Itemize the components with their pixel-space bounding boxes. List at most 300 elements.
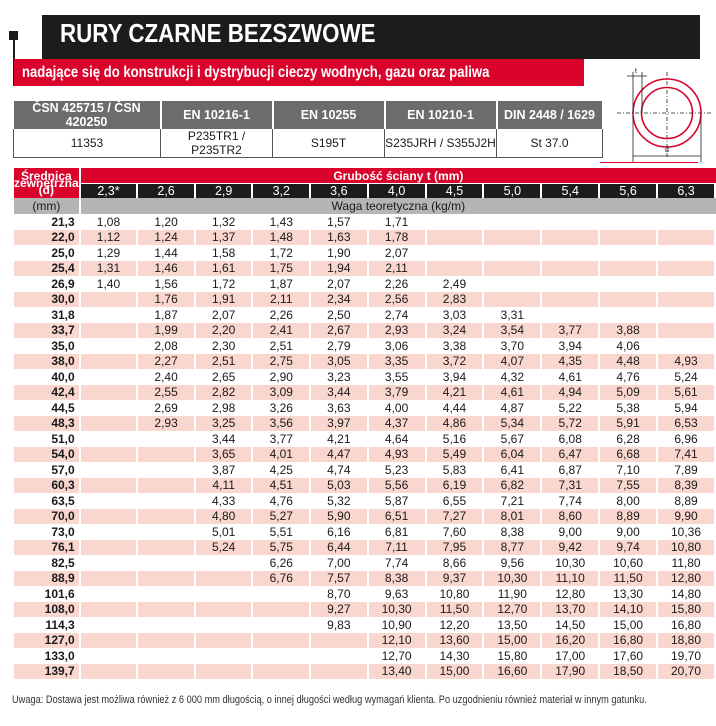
weight-cell <box>81 602 139 618</box>
weight-cell <box>542 245 600 261</box>
weight-cell: 7,74 <box>542 493 600 509</box>
weight-cell: 6,76 <box>253 571 311 587</box>
weight-cell <box>81 509 139 525</box>
weight-cell <box>311 648 369 664</box>
weight-cell <box>658 338 716 354</box>
weight-cell <box>658 245 716 261</box>
weight-cell: 3,94 <box>542 338 600 354</box>
weight-cell: 5,61 <box>658 385 716 401</box>
weight-cell: 14,50 <box>542 617 600 633</box>
weight-cell: 1,90 <box>311 245 369 261</box>
weight-cell: 5,34 <box>484 416 542 432</box>
weight-cell: 7,00 <box>311 555 369 571</box>
weight-cell: 12,70 <box>369 648 427 664</box>
weight-cell <box>196 555 254 571</box>
outer-diameter-cell: 44,5 <box>14 400 81 416</box>
weight-cell <box>138 586 196 602</box>
weight-cell <box>138 602 196 618</box>
weight-cell <box>138 617 196 633</box>
weight-cell: 12,80 <box>542 586 600 602</box>
outer-diameter-cell: 70,0 <box>14 509 81 525</box>
weight-cell <box>600 307 658 323</box>
weight-cell: 4,01 <box>253 447 311 463</box>
weight-cell: 2,40 <box>138 369 196 385</box>
weight-cell: 3,38 <box>427 338 485 354</box>
weight-cell: 17,60 <box>600 648 658 664</box>
table-row <box>14 648 716 664</box>
weight-cell: 1,78 <box>369 230 427 246</box>
weight-cell: 5,91 <box>600 416 658 432</box>
weight-cell: 20,70 <box>658 664 716 680</box>
weight-cell: 16,20 <box>542 633 600 649</box>
weight-cell <box>542 214 600 230</box>
weight-cell <box>81 524 139 540</box>
weight-cell: 16,80 <box>658 617 716 633</box>
standard-value: S195T <box>273 129 385 158</box>
outer-diameter-cell: 21,3 <box>14 214 81 230</box>
weight-cell <box>253 664 311 680</box>
weight-cell: 1,29 <box>81 245 139 261</box>
weight-cell <box>81 369 139 385</box>
weight-cell <box>138 571 196 587</box>
weight-cell: 15,80 <box>484 648 542 664</box>
weight-cell: 2,74 <box>369 307 427 323</box>
weight-cell: 1,57 <box>311 214 369 230</box>
weight-cell: 9,37 <box>427 571 485 587</box>
standards-header-row <box>14 101 603 129</box>
table-row <box>14 400 716 416</box>
weight-cell: 2,20 <box>196 323 254 339</box>
weight-cell: 3,63 <box>311 400 369 416</box>
weight-cell: 4,51 <box>253 478 311 494</box>
weight-cell: 6,55 <box>427 493 485 509</box>
weight-cell <box>81 664 139 680</box>
weight-cell: 8,70 <box>311 586 369 602</box>
weight-cell <box>81 385 139 401</box>
weight-cell: 9,27 <box>311 602 369 618</box>
weight-cell <box>81 307 139 323</box>
weight-cell: 1,32 <box>196 214 254 230</box>
weight-cell: 2,98 <box>196 400 254 416</box>
weight-cell: 2,50 <box>311 307 369 323</box>
weight-cell <box>81 633 139 649</box>
pipe-weight-table <box>14 168 716 679</box>
weight-cell: 9,90 <box>658 509 716 525</box>
weight-cell: 4,93 <box>658 354 716 370</box>
weight-cell: 14,30 <box>427 648 485 664</box>
weight-cell: 13,40 <box>369 664 427 680</box>
weight-cell: 7,89 <box>658 462 716 478</box>
weight-cell: 2,55 <box>138 385 196 401</box>
weight-cell: 4,74 <box>311 462 369 478</box>
weight-cell: 6,41 <box>484 462 542 478</box>
weight-cell: 5,83 <box>427 462 485 478</box>
table-row <box>14 292 716 308</box>
diagram-label-t: t <box>635 68 637 75</box>
weight-cell <box>196 586 254 602</box>
weight-cell: 8,38 <box>369 571 427 587</box>
outer-diameter-cell: 30,0 <box>14 292 81 308</box>
weight-cell: 5,72 <box>542 416 600 432</box>
weight-cell: 5,09 <box>600 385 658 401</box>
weight-cell <box>658 323 716 339</box>
weight-cell: 1,61 <box>196 261 254 277</box>
weight-cell: 6,28 <box>600 431 658 447</box>
weight-cell: 3,24 <box>427 323 485 339</box>
weight-cell: 13,30 <box>600 586 658 602</box>
weight-cell <box>484 276 542 292</box>
weight-cell: 6,53 <box>658 416 716 432</box>
weight-cell: 4,35 <box>542 354 600 370</box>
table-row <box>14 524 716 540</box>
weight-cell: 1,87 <box>253 276 311 292</box>
weight-cell: 5,75 <box>253 540 311 556</box>
outer-diameter-cell: 76,1 <box>14 540 81 556</box>
thickness-header: 4,0 <box>369 183 427 198</box>
weight-cell <box>600 261 658 277</box>
weight-cell: 3,26 <box>253 400 311 416</box>
outer-diameter-cell: 51,0 <box>14 431 81 447</box>
weight-cell: 4,11 <box>196 478 254 494</box>
outer-diameter-cell: 57,0 <box>14 462 81 478</box>
table-row <box>14 276 716 292</box>
weight-cell <box>600 230 658 246</box>
thickness-header: 2,3* <box>81 183 139 198</box>
weight-cell: 9,00 <box>600 524 658 540</box>
weight-cell: 2,34 <box>311 292 369 308</box>
weight-cell: 3,94 <box>427 369 485 385</box>
outer-diameter-cell: 31,8 <box>14 307 81 323</box>
group-header-row <box>14 168 716 183</box>
weight-cell: 14,80 <box>658 586 716 602</box>
weight-cell: 4,21 <box>427 385 485 401</box>
weight-cell: 4,07 <box>484 354 542 370</box>
weight-cell <box>81 462 139 478</box>
weight-cell: 1,46 <box>138 261 196 277</box>
heading-marker-square <box>9 31 18 40</box>
weight-cell: 7,55 <box>600 478 658 494</box>
weight-cell: 2,49 <box>427 276 485 292</box>
weight-cell: 3,77 <box>253 431 311 447</box>
weight-cell: 1,48 <box>253 230 311 246</box>
standard-value: St 37.0 <box>497 129 603 158</box>
weight-cell: 3,79 <box>369 385 427 401</box>
weight-cell: 14,10 <box>600 602 658 618</box>
weight-cell: 7,11 <box>369 540 427 556</box>
table-row <box>14 540 716 556</box>
weight-cell: 2,30 <box>196 338 254 354</box>
weight-cell: 5,87 <box>369 493 427 509</box>
weight-cell: 4,06 <box>600 338 658 354</box>
weight-cell: 11,50 <box>427 602 485 618</box>
weight-cell: 5,01 <box>196 524 254 540</box>
weight-cell: 6,19 <box>427 478 485 494</box>
weight-cell: 17,00 <box>542 648 600 664</box>
unit-row <box>14 198 716 214</box>
weight-cell: 18,50 <box>600 664 658 680</box>
weight-cell: 17,90 <box>542 664 600 680</box>
standard-header: EN 10255 <box>273 101 385 129</box>
weight-cell <box>81 478 139 494</box>
table-row <box>14 323 716 339</box>
weight-cell: 5,24 <box>196 540 254 556</box>
weight-cell <box>542 307 600 323</box>
weight-cell: 1,43 <box>253 214 311 230</box>
weight-cell: 2,07 <box>311 276 369 292</box>
standard-value: S235JRH / S355J2H <box>385 129 497 158</box>
weight-cell <box>138 555 196 571</box>
table-row <box>14 633 716 649</box>
weight-cell: 3,05 <box>311 354 369 370</box>
weight-cell: 2,41 <box>253 323 311 339</box>
weight-cell: 8,39 <box>658 478 716 494</box>
weight-cell: 2,93 <box>369 323 427 339</box>
standard-header: ČSN 425715 / ČSN 420250 <box>14 101 161 129</box>
weight-cell: 3,23 <box>311 369 369 385</box>
standards-table <box>13 101 604 158</box>
weight-cell: 7,57 <box>311 571 369 587</box>
weight-cell: 3,31 <box>484 307 542 323</box>
weight-cell: 4,61 <box>542 369 600 385</box>
weight-cell <box>658 230 716 246</box>
thickness-header: 4,5 <box>427 183 485 198</box>
weight-cell <box>81 431 139 447</box>
weight-cell: 15,00 <box>484 633 542 649</box>
weight-cell: 4,33 <box>196 493 254 509</box>
weight-cell: 13,50 <box>484 617 542 633</box>
weight-cell <box>658 214 716 230</box>
weight-cell: 8,89 <box>658 493 716 509</box>
weight-cell <box>600 214 658 230</box>
thickness-header: 5,6 <box>600 183 658 198</box>
weight-cell: 5,49 <box>427 447 485 463</box>
weight-cell: 6,44 <box>311 540 369 556</box>
outer-diameter-cell: 82,5 <box>14 555 81 571</box>
table-row <box>14 509 716 525</box>
weight-cell: 8,01 <box>484 509 542 525</box>
weight-cell <box>81 400 139 416</box>
weight-cell: 11,80 <box>658 555 716 571</box>
weight-cell <box>542 230 600 246</box>
weight-cell <box>138 478 196 494</box>
weight-cell: 5,32 <box>311 493 369 509</box>
weight-cell <box>484 261 542 277</box>
weight-cell: 1,58 <box>196 245 254 261</box>
weight-cell: 1,72 <box>253 245 311 261</box>
weight-cell <box>427 261 485 277</box>
weight-cell <box>138 509 196 525</box>
thickness-header: 3,6 <box>311 183 369 198</box>
weight-cell <box>600 292 658 308</box>
weight-cell: 5,22 <box>542 400 600 416</box>
outer-diameter-cell: 139,7 <box>14 664 81 680</box>
weight-cell: 8,66 <box>427 555 485 571</box>
weight-cell <box>138 524 196 540</box>
weight-cell: 13,70 <box>542 602 600 618</box>
weight-cell: 5,56 <box>369 478 427 494</box>
weight-cell: 10,30 <box>369 602 427 618</box>
weight-cell <box>81 416 139 432</box>
table-row <box>14 555 716 571</box>
table-row <box>14 261 716 277</box>
weight-cell: 9,56 <box>484 555 542 571</box>
weight-cell: 4,86 <box>427 416 485 432</box>
weight-cell: 9,00 <box>542 524 600 540</box>
weight-cell: 3,44 <box>196 431 254 447</box>
weight-cell: 16,60 <box>484 664 542 680</box>
weight-cell: 16,80 <box>600 633 658 649</box>
weight-cell: 10,60 <box>600 555 658 571</box>
weight-cell: 8,38 <box>484 524 542 540</box>
weight-cell <box>196 602 254 618</box>
thickness-header: 2,6 <box>138 183 196 198</box>
outer-diameter-cell: 133,0 <box>14 648 81 664</box>
weight-cell: 7,27 <box>427 509 485 525</box>
weight-cell: 4,64 <box>369 431 427 447</box>
weight-cell: 4,32 <box>484 369 542 385</box>
weight-cell: 2,11 <box>253 292 311 308</box>
weight-cell: 2,26 <box>369 276 427 292</box>
thickness-header-row <box>14 183 716 198</box>
weight-cell <box>138 664 196 680</box>
weight-cell: 7,21 <box>484 493 542 509</box>
weight-cell: 2,82 <box>196 385 254 401</box>
outer-diameter-cell: 54,0 <box>14 447 81 463</box>
outer-diameter-cell: 22,0 <box>14 230 81 246</box>
outer-diameter-cell: 101,6 <box>14 586 81 602</box>
weight-cell: 8,00 <box>600 493 658 509</box>
weight-cell: 5,27 <box>253 509 311 525</box>
weight-cell: 3,88 <box>600 323 658 339</box>
weight-cell: 1,40 <box>81 276 139 292</box>
weight-cell <box>542 292 600 308</box>
weight-cell <box>196 648 254 664</box>
weight-cell: 10,30 <box>542 555 600 571</box>
weight-cell: 2,08 <box>138 338 196 354</box>
pipe-cross-section-diagram <box>617 68 711 162</box>
weight-cell <box>311 664 369 680</box>
table-row <box>14 354 716 370</box>
outer-diameter-cell: 88,9 <box>14 571 81 587</box>
weight-cell: 12,20 <box>427 617 485 633</box>
weight-cell: 8,77 <box>484 540 542 556</box>
diameter-unit: (mm) <box>14 198 81 214</box>
weight-cell: 2,83 <box>427 292 485 308</box>
table-row <box>14 214 716 230</box>
weight-cell: 3,25 <box>196 416 254 432</box>
weight-cell: 4,47 <box>311 447 369 463</box>
weight-cell: 5,03 <box>311 478 369 494</box>
outer-diameter-cell: 73,0 <box>14 524 81 540</box>
weight-cell: 4,37 <box>369 416 427 432</box>
outer-diameter-cell: 25,4 <box>14 261 81 277</box>
weight-cell: 5,67 <box>484 431 542 447</box>
weight-cell: 15,80 <box>658 602 716 618</box>
weight-cell: 6,26 <box>253 555 311 571</box>
weight-cell: 12,10 <box>369 633 427 649</box>
weight-cell: 1,24 <box>138 230 196 246</box>
weight-cell <box>484 292 542 308</box>
outer-diameter-cell: 48,3 <box>14 416 81 432</box>
weight-cell <box>81 617 139 633</box>
weight-cell: 10,30 <box>484 571 542 587</box>
weight-cell: 6,81 <box>369 524 427 540</box>
weight-cell: 18,80 <box>658 633 716 649</box>
weight-cell: 7,31 <box>542 478 600 494</box>
weight-cell <box>138 540 196 556</box>
weight-cell: 2,56 <box>369 292 427 308</box>
weight-cell: 2,07 <box>369 245 427 261</box>
weight-cell <box>138 462 196 478</box>
table-row <box>14 447 716 463</box>
outer-diameter-cell: 42,4 <box>14 385 81 401</box>
weight-cell: 4,21 <box>311 431 369 447</box>
table-row <box>14 617 716 633</box>
weight-cell: 4,61 <box>484 385 542 401</box>
weight-cell <box>81 338 139 354</box>
weight-cell: 1,44 <box>138 245 196 261</box>
weight-cell: 2,51 <box>196 354 254 370</box>
weight-cell: 9,74 <box>600 540 658 556</box>
weight-cell: 6,87 <box>542 462 600 478</box>
weight-cell: 1,56 <box>138 276 196 292</box>
weight-cell: 11,50 <box>600 571 658 587</box>
weight-cell <box>484 230 542 246</box>
weight-cell: 1,31 <box>81 261 139 277</box>
weight-cell: 4,44 <box>427 400 485 416</box>
weight-cell: 3,03 <box>427 307 485 323</box>
weight-cell <box>253 602 311 618</box>
standard-header: DIN 2448 / 1629 <box>497 101 603 129</box>
outer-diameter-cell: 127,0 <box>14 633 81 649</box>
outer-diameter-cell: 114,3 <box>14 617 81 633</box>
weight-cell <box>311 633 369 649</box>
table-row <box>14 664 716 680</box>
outer-diameter-header: Średnica zewnętrzna (d) <box>14 168 79 197</box>
weight-unit-label: Waga teoretyczna (kg/m) <box>81 198 716 214</box>
weight-cell: 6,96 <box>658 431 716 447</box>
weight-cell <box>427 214 485 230</box>
weight-cell: 6,08 <box>542 431 600 447</box>
standard-header: EN 10216-1 <box>161 101 273 129</box>
outer-diameter-cell: 35,0 <box>14 338 81 354</box>
weight-cell: 4,80 <box>196 509 254 525</box>
weight-cell: 15,00 <box>427 664 485 680</box>
weight-cell: 2,67 <box>311 323 369 339</box>
weight-cell <box>427 230 485 246</box>
weight-cell: 4,00 <box>369 400 427 416</box>
thickness-header: 2,9 <box>196 183 254 198</box>
weight-cell: 3,44 <box>311 385 369 401</box>
weight-cell <box>658 292 716 308</box>
weight-cell: 3,06 <box>369 338 427 354</box>
weight-cell: 1,94 <box>311 261 369 277</box>
weight-cell: 2,26 <box>253 307 311 323</box>
weight-cell: 6,04 <box>484 447 542 463</box>
table-row <box>14 369 716 385</box>
outer-diameter-cell: 63,5 <box>14 493 81 509</box>
weight-cell: 5,16 <box>427 431 485 447</box>
weight-cell: 1,75 <box>253 261 311 277</box>
weight-cell: 3,72 <box>427 354 485 370</box>
table-row <box>14 307 716 323</box>
weight-cell: 11,10 <box>542 571 600 587</box>
weight-cell: 5,38 <box>600 400 658 416</box>
outer-diameter-cell: 108,0 <box>14 602 81 618</box>
weight-cell: 8,60 <box>542 509 600 525</box>
weight-cell: 15,00 <box>600 617 658 633</box>
weight-cell <box>138 447 196 463</box>
